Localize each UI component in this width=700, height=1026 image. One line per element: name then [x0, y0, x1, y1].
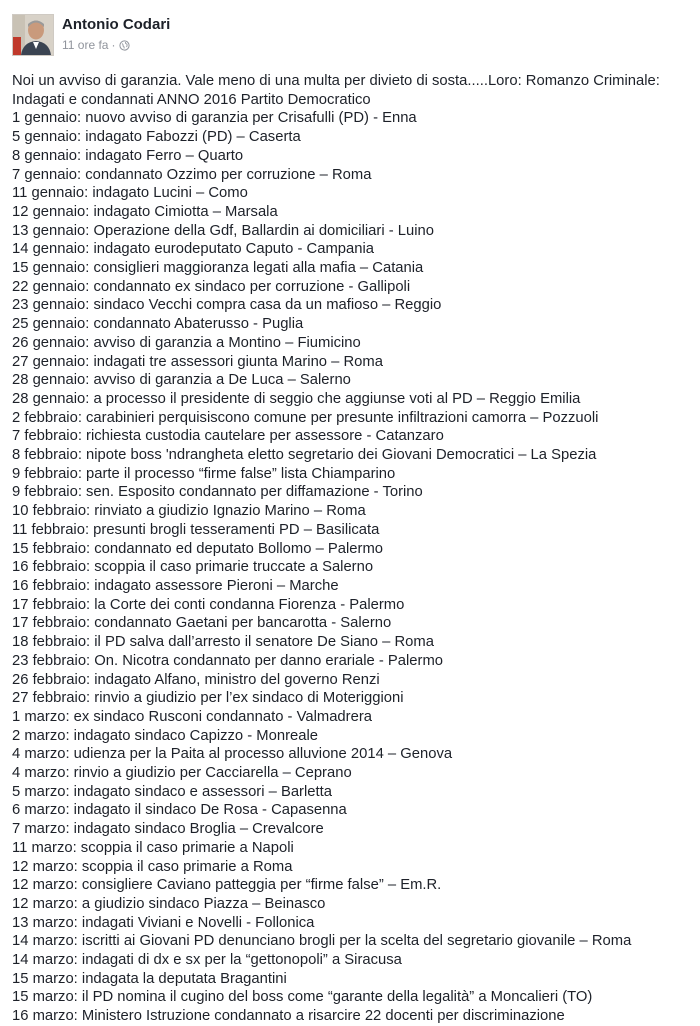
- intro-line: Indagati e condannati ANNO 2016 Partito Democratico: [12, 91, 371, 108]
- entry-line: 11 febbraio: presunti brogli tesseramenti PD – Basilicata: [12, 521, 380, 538]
- author-name[interactable]: Antonio Codari: [62, 16, 171, 33]
- entry-line: 26 gennaio: avviso di garanzia a Montino – Fiumicino: [12, 334, 361, 351]
- entry-line: 27 gennaio: indagati tre assessori giunta Marino – Roma: [12, 353, 383, 370]
- entry-line: 14 gennaio: indagato eurodeputato Caputo - Campania: [12, 241, 374, 258]
- entry-line: 2 febbraio: carabinieri perquisiscono comune per presunte infiltrazioni camorra – Pozzuoli: [12, 409, 599, 426]
- entry-line: 25 gennaio: condannato Abaterusso - Puglia: [12, 316, 304, 333]
- entry-line: 15 gennaio: consiglieri maggioranza legati alla mafia – Catania: [12, 260, 424, 277]
- entry-line: 12 marzo: consigliere Caviano patteggia per “firme false” – Em.R.: [12, 877, 442, 894]
- entry-line: 15 febbraio: condannato ed deputato Bollomo – Palermo: [12, 540, 384, 557]
- globe-icon[interactable]: [119, 40, 130, 51]
- post-timestamp[interactable]: 11 ore fa: [62, 38, 109, 52]
- entry-line: 16 marzo: Ministero Istruzione condannato a risarcire 22 docenti per discriminazione: [12, 1008, 565, 1025]
- entry-line: 8 gennaio: indagato Ferro – Quarto: [12, 147, 244, 164]
- entry-line: 27 febbraio: rinvio a giudizio per l’ex sindaco di Moteriggioni: [12, 690, 404, 707]
- meta-separator: ·: [111, 38, 116, 52]
- entry-line: 1 marzo: ex sindaco Rusconi condannato - Valmadrera: [12, 708, 372, 725]
- entry-line: 13 marzo: indagati Viviani e Novelli - Follonica: [12, 914, 315, 931]
- post-meta: [62, 38, 130, 52]
- entry-line: 18 febbraio: il PD salva dall’arresto il senatore De Siano – Roma: [12, 634, 434, 651]
- entry-line: 17 febbraio: condannato Gaetani per bancarotta - Salerno: [12, 615, 392, 632]
- entry-line: 28 gennaio: a processo il presidente di seggio che aggiunse voti al PD – Reggio Emilia: [12, 390, 581, 407]
- entry-line: 4 marzo: udienza per la Paita al processo alluvione 2014 – Genova: [12, 746, 453, 763]
- entry-line: 9 febbraio: sen. Esposito condannato per diffamazione - Torino: [12, 484, 423, 501]
- entry-line: 5 gennaio: indagato Fabozzi (PD) – Caserta: [12, 129, 301, 146]
- entry-line: 16 febbraio: indagato assessore Pieroni – Marche: [12, 577, 339, 594]
- entry-line: 16 febbraio: scoppia il caso primarie truccate a Salerno: [12, 559, 374, 576]
- entry-line: 12 gennaio: indagato Cimiotta – Marsala: [12, 203, 278, 220]
- entry-line: 1 gennaio: nuovo avviso di garanzia per Crisafulli (PD) - Enna: [12, 110, 417, 127]
- entry-line: 17 febbraio: la Corte dei conti condanna Fiorenza - Palermo: [12, 596, 405, 613]
- intro-line: Noi un avviso di garanzia. Vale meno di una multa per divieto di sosta.....Loro: Romanzo Criminale:: [12, 73, 660, 89]
- entry-line: 8 febbraio: nipote boss 'ndrangheta eletto segretario dei Giovani Democratici – La Spezia: [12, 447, 597, 464]
- avatar-image: [13, 15, 53, 55]
- entry-line: 4 marzo: rinvio a giudizio per Cacciarella – Ceprano: [12, 765, 352, 782]
- entry-line: 12 marzo: a giudizio sindaco Piazza – Beinasco: [12, 895, 326, 912]
- post-text: [12, 72, 692, 1026]
- entry-line: 28 gennaio: avviso di garanzia a De Luca – Salerno: [12, 372, 351, 389]
- entry-line: 2 marzo: indagato sindaco Capizzo - Monreale: [12, 727, 318, 744]
- entry-line: 15 marzo: il PD nomina il cugino del boss come “garante della legalità” a Moncalieri (TO): [12, 989, 593, 1006]
- entry-line: 11 marzo: scoppia il caso primarie a Napoli: [12, 839, 294, 856]
- entry-line: 5 marzo: indagato sindaco e assessori – Barletta: [12, 783, 332, 800]
- entry-line: 9 febbraio: parte il processo “firme false” lista Chiamparino: [12, 465, 396, 482]
- entry-line: 23 gennaio: sindaco Vecchi compra casa da un mafioso – Reggio: [12, 297, 442, 314]
- entry-line: 26 febbraio: indagato Alfano, ministro del governo Renzi: [12, 671, 380, 688]
- entry-line: 7 marzo: indagato sindaco Broglia – Crevalcore: [12, 821, 324, 838]
- avatar[interactable]: [12, 14, 54, 56]
- entry-line: 7 gennaio: condannato Ozzimo per corruzione – Roma: [12, 166, 372, 183]
- entry-line: 12 marzo: scoppia il caso primarie a Roma: [12, 858, 293, 875]
- entry-line: 11 gennaio: indagato Lucini – Como: [12, 185, 248, 202]
- entry-line: 14 marzo: iscritti ai Giovani PD denunciano brogli per la scelta del segretario giovanile – Roma: [12, 933, 632, 950]
- entry-line: 10 febbraio: rinviato a giudizio Ignazio Marino – Roma: [12, 503, 366, 520]
- entry-line: 23 febbraio: On. Nicotra condannato per danno erariale - Palermo: [12, 652, 444, 669]
- entry-line: 13 gennaio: Operazione della Gdf, Ballardin ai domiciliari - Luino: [12, 222, 434, 239]
- entry-line: 7 febbraio: richiesta custodia cautelare per assessore - Catanzaro: [12, 428, 444, 445]
- entry-line: 6 marzo: indagato il sindaco De Rosa - Capasenna: [12, 802, 347, 819]
- entry-line: 14 marzo: indagati di dx e sx per la “gettonopoli” a Siracusa: [12, 952, 402, 969]
- entry-line: 22 gennaio: condannato ex sindaco per corruzione - Gallipoli: [12, 278, 411, 295]
- entry-line: 15 marzo: indagata la deputata Bragantini: [12, 970, 287, 987]
